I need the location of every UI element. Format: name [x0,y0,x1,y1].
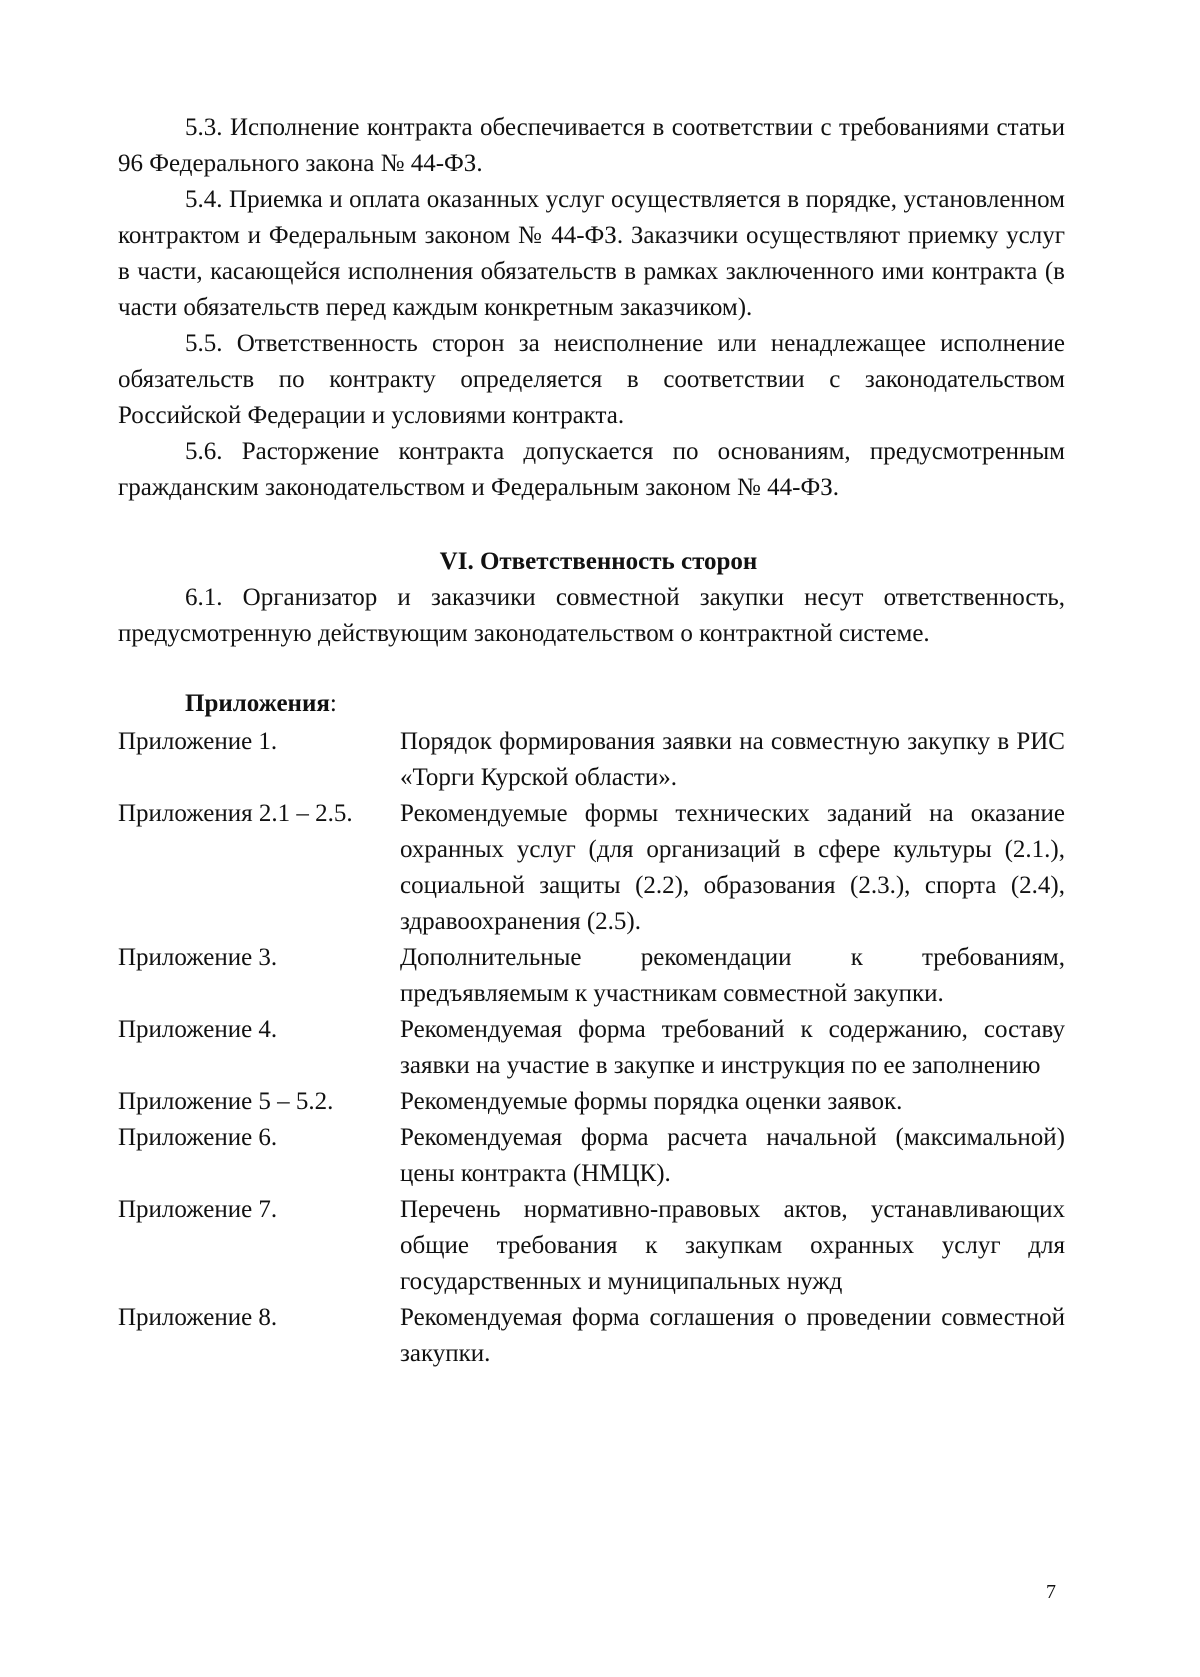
paragraph-5-5: 5.5. Ответственность сторон за неисполнение или ненадлежащее исполнение обязательств по контракту определяется в соответствии с законодательством Российской Федерации и условиями контракта. [118,330,1065,429]
appendix-row [118,1192,1065,1300]
appendix-label: Приложение 1. [118,728,278,755]
appendix-row [118,1300,1065,1372]
appendix-label: Приложение 3. [118,944,278,971]
appendix-row [118,940,1065,1012]
appendix-description: Рекомендуемая форма расчета начальной (максимальной) цены контракта (НМЦК). [400,1124,1065,1187]
paragraph-5-4: 5.4. Приемка и оплата оказанных услуг осуществляется в порядке, установленном контрактом и Федеральным законом № 44-ФЗ. Заказчики осуществляют приемку услуг в части, касающейся исполнения обязательств в рамках заключенного ими контракта (в части обязательств перед каждым конкретным заказчиком). [118,186,1065,321]
appendices-title [185,686,1065,722]
appendix-row [118,796,1065,940]
page-number: 7 [1046,1581,1056,1603]
appendix-label: Приложение 4. [118,1016,278,1043]
appendix-description: Рекомендуемые формы порядка оценки заявок. [400,1088,903,1115]
appendix-row [118,1012,1065,1084]
paragraph-6-1: 6.1. Организатор и заказчики совместной закупки несут ответственность, предусмотренную действующим законодательством о контрактной системе. [118,584,1065,647]
appendix-label: Приложение 5 – 5.2. [118,1088,334,1115]
appendices-title-colon: : [329,690,337,717]
appendix-row [118,724,1065,796]
appendices-list [118,724,1065,1372]
appendix-description: Рекомендуемая форма соглашения о проведении совместной закупки. [400,1304,1065,1367]
appendix-label: Приложение 7. [118,1196,278,1223]
page-content [118,110,1065,1372]
appendix-description: Рекомендуемые формы технических заданий на оказание охранных услуг (для организаций в сфере культуры (2.1.), социальной защиты (2.2), образования (2.3.), спорта (2.4), здравоохранения (2.5). [400,800,1065,935]
paragraph-5-3: 5.3. Исполнение контракта обеспечивается в соответствии с требованиями статьи 96 Федерального закона № 44-ФЗ. [118,114,1065,177]
section-heading-6: VI. Ответственность сторон [439,548,758,575]
appendix-description: Дополнительные рекомендации к требованиям, предъявляемым к участникам совместной закупки. [400,944,1065,1007]
appendix-description: Рекомендуемая форма требований к содержанию, составу заявки на участие в закупке и инструкция по ее заполнению [400,1016,1065,1079]
appendices-title-text: Приложения [185,690,330,717]
paragraph-5-6: 5.6. Расторжение контракта допускается по основаниям, предусмотренным гражданским законодательством и Федеральным законом № 44-ФЗ. [118,438,1065,501]
appendix-row [118,1120,1065,1192]
appendix-label: Приложения 2.1 – 2.5. [118,800,353,827]
appendix-description: Перечень нормативно-правовых актов, устанавливающих общие требования к закупкам охранных услуг для государственных и муниципальных нужд [400,1196,1065,1295]
appendix-label: Приложение 6. [118,1124,278,1151]
appendix-description: Порядок формирования заявки на совместную закупку в РИС «Торги Курской области». [400,728,1065,791]
appendix-label: Приложение 8. [118,1304,278,1331]
appendix-row [118,1084,1065,1120]
